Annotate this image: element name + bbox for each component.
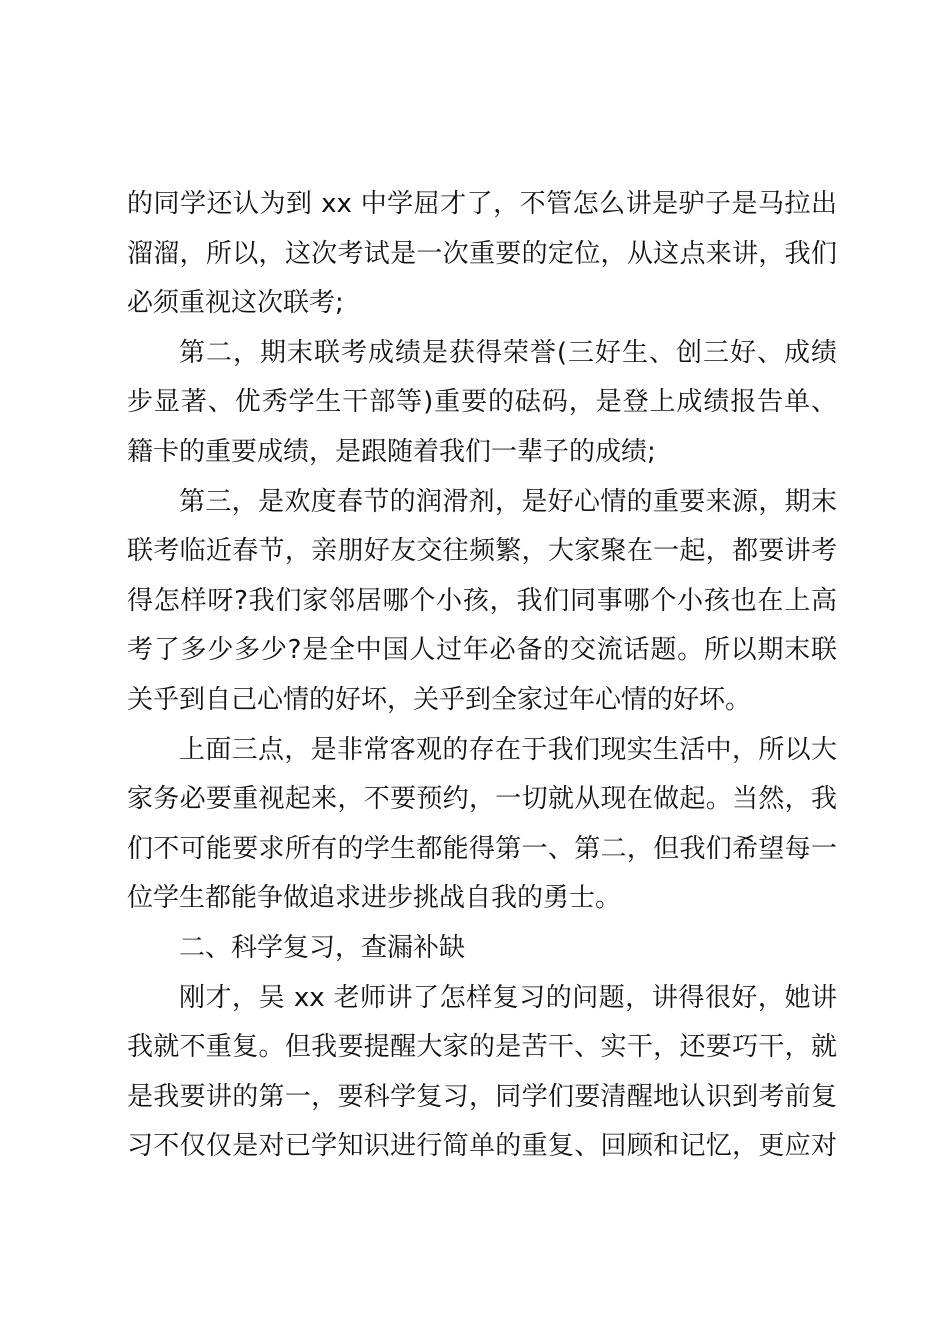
text-line: 溜溜，所以，这次考试是一次重要的定位，从这点来讲，我们 — [127, 238, 837, 269]
text-line: 的同学还认为到 xx 中学屈才了，不管怎么讲是驴子是马拉出 — [127, 189, 837, 219]
text-line: 们不可能要求所有的学生都能得第一、第二，但我们希望每一 — [127, 833, 837, 864]
text-line: 上面三点，是非常客观的存在于我们现实生活中，所以大 — [179, 734, 837, 765]
text-line: 我就不重复。但我要提醒大家的是苦干、实干，还要巧干，就 — [127, 1032, 837, 1063]
text-line: 得怎样呀?我们家邻居哪个小孩，我们同事哪个小孩也在上高 — [127, 585, 837, 616]
text-line: 必须重视这次联考; — [127, 288, 344, 319]
text-line: 籍卡的重要成绩，是跟随着我们一辈子的成绩; — [127, 436, 656, 467]
text-line: 步显著、优秀学生干部等)重要的砝码，是登上成绩报告单、 — [127, 387, 837, 418]
text-line: 第三，是欢度春节的润滑剂，是好心情的重要来源，期末 — [179, 486, 837, 517]
text-line: 第二，期末联考成绩是获得荣誉(三好生、创三好、成绩 — [179, 337, 837, 368]
text-line: 联考临近春节，亲朋好友交往频繁，大家聚在一起，都要讲考 — [127, 536, 837, 567]
text-line: 考了多少多少?是全中国人过年必备的交流话题。所以期末联 — [127, 635, 837, 666]
text-line: 关乎到自己心情的好坏，关乎到全家过年心情的好坏。 — [127, 684, 752, 715]
text-line: 习不仅仅是对已学知识进行简单的重复、回顾和记忆，更应对 — [127, 1131, 837, 1162]
text-line: 家务必要重视起来，不要预约，一切就从现在做起。当然，我 — [127, 784, 837, 815]
text-line: 刚才，吴 xx 老师讲了怎样复习的问题，讲得很好，她讲 — [179, 982, 837, 1013]
text-line: 是我要讲的第一，要科学复习，同学们要清醒地认识到考前复 — [127, 1081, 837, 1112]
text-line: 二、科学复习，查漏补缺 — [179, 932, 466, 963]
text-line: 位学生都能争做追求进步挑战自我的勇士。 — [127, 883, 622, 914]
document-body — [127, 180, 837, 1172]
